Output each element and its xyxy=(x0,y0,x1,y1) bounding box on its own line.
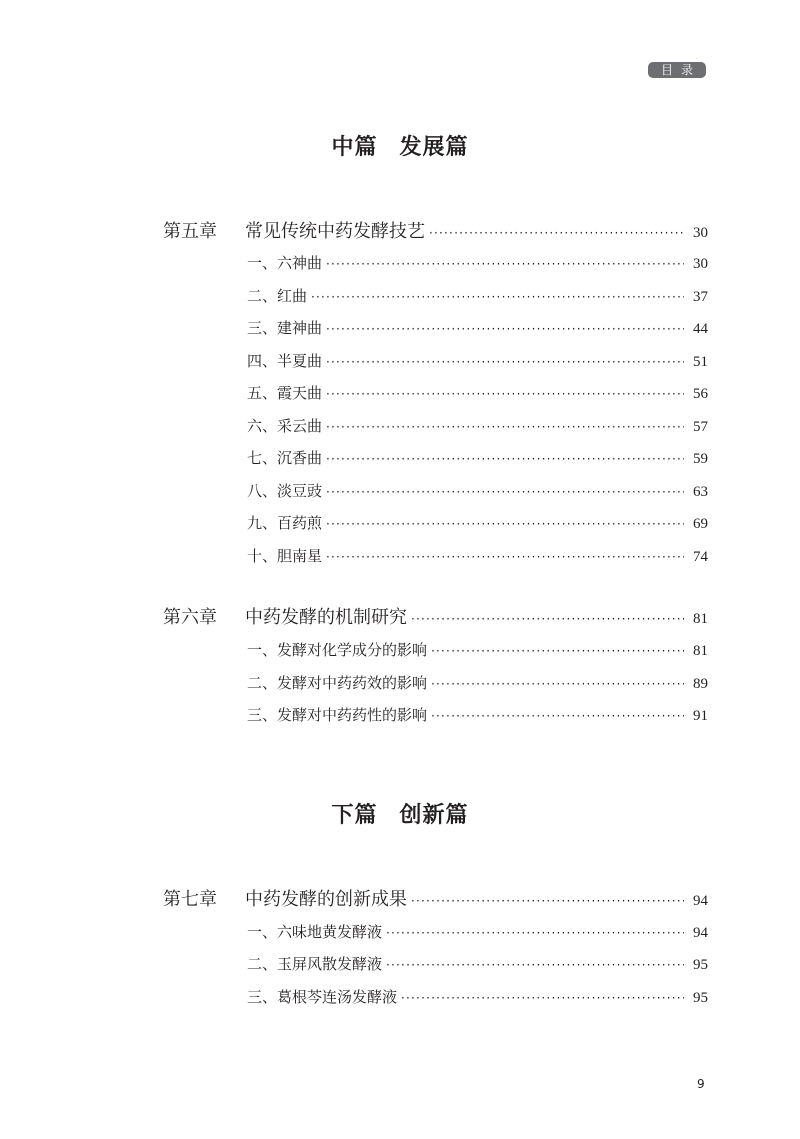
chapter-number: 第六章 xyxy=(163,607,217,628)
toc-item[interactable] xyxy=(247,921,708,942)
page-number: 37 xyxy=(693,289,708,305)
page-number: 81 xyxy=(693,611,708,627)
toc-item[interactable] xyxy=(247,415,708,436)
item-label: 四、半夏曲 xyxy=(247,352,323,370)
toc-item[interactable] xyxy=(247,986,708,1007)
toc-item[interactable] xyxy=(247,480,708,501)
page-number: 59 xyxy=(693,451,708,467)
toc-item[interactable] xyxy=(247,382,708,403)
item-label: 二、玉屏风散发酵液 xyxy=(247,955,383,973)
toc-item[interactable] xyxy=(247,350,708,371)
item-label: 九、百药煎 xyxy=(247,514,323,532)
toc-item[interactable] xyxy=(247,285,708,306)
chapter-title: 常见传统中药发酵技艺 xyxy=(245,221,425,242)
chapter-title: 中药发酵的机制研究 xyxy=(245,607,407,628)
item-label: 一、六味地黄发酵液 xyxy=(247,923,383,941)
dot-leader xyxy=(326,257,684,271)
dot-leader xyxy=(326,387,684,401)
toc-item[interactable] xyxy=(247,512,708,533)
page-number: 63 xyxy=(693,484,708,500)
part-title-middle xyxy=(0,130,800,161)
page-number: 81 xyxy=(693,643,708,659)
dot-leader xyxy=(326,420,684,434)
page-number: 69 xyxy=(693,516,708,532)
toc-item[interactable] xyxy=(247,447,708,468)
section-badge: 目录 xyxy=(648,62,706,78)
part-name: 发展篇 xyxy=(399,134,469,160)
dot-leader xyxy=(411,612,684,626)
page-number: 44 xyxy=(693,321,708,337)
page-number: 95 xyxy=(693,990,708,1006)
page-number: 95 xyxy=(693,957,708,973)
item-label: 一、发酵对化学成分的影响 xyxy=(247,641,428,659)
page-number: 89 xyxy=(693,676,708,692)
dot-leader xyxy=(326,485,684,499)
part-label: 下篇 xyxy=(331,802,378,828)
page-number: 74 xyxy=(693,549,708,565)
part-name: 创新篇 xyxy=(399,802,469,828)
item-label: 六、采云曲 xyxy=(247,417,323,435)
dot-leader xyxy=(386,958,684,972)
dot-leader xyxy=(431,709,684,723)
page-number: 51 xyxy=(693,354,708,370)
item-label: 二、发酵对中药药效的影响 xyxy=(247,674,428,692)
item-label: 二、红曲 xyxy=(247,287,308,305)
page-number: 57 xyxy=(693,419,708,435)
dot-leader xyxy=(431,644,684,658)
item-label: 十、胆南星 xyxy=(247,547,323,565)
toc-item[interactable] xyxy=(247,639,708,660)
dot-leader xyxy=(326,355,684,369)
page-number: 56 xyxy=(693,386,708,402)
chapter-number: 第七章 xyxy=(163,889,217,910)
item-label: 八、淡豆豉 xyxy=(247,482,323,500)
item-label: 三、发酵对中药药性的影响 xyxy=(247,706,428,724)
toc-chapter-7[interactable] xyxy=(163,885,708,911)
dot-leader xyxy=(401,991,684,1005)
toc-item[interactable] xyxy=(247,252,708,273)
chapter-number: 第五章 xyxy=(163,221,217,242)
page-folio: 9 xyxy=(697,1077,705,1091)
toc-item[interactable] xyxy=(247,545,708,566)
page-number: 94 xyxy=(693,893,708,909)
item-label: 五、霞天曲 xyxy=(247,384,323,402)
dot-leader xyxy=(326,550,684,564)
toc-chapter-5[interactable] xyxy=(163,217,708,243)
dot-leader xyxy=(326,517,684,531)
toc-item[interactable] xyxy=(247,317,708,338)
dot-leader xyxy=(311,290,684,304)
toc-chapter-6[interactable] xyxy=(163,603,708,629)
item-label: 一、六神曲 xyxy=(247,254,323,272)
part-title-lower xyxy=(0,798,800,829)
item-label: 三、建神曲 xyxy=(247,319,323,337)
toc-item[interactable] xyxy=(247,672,708,693)
page-number: 30 xyxy=(693,256,708,272)
dot-leader xyxy=(411,894,684,908)
item-label: 三、葛根芩连汤发酵液 xyxy=(247,988,398,1006)
toc-item[interactable] xyxy=(247,953,708,974)
page-number: 91 xyxy=(693,708,708,724)
dot-leader xyxy=(326,452,684,466)
part-label: 中篇 xyxy=(331,134,378,160)
toc-item[interactable] xyxy=(247,704,708,725)
page-number: 94 xyxy=(693,925,708,941)
dot-leader xyxy=(431,677,684,691)
dot-leader xyxy=(386,926,684,940)
dot-leader xyxy=(429,226,684,240)
dot-leader xyxy=(326,322,684,336)
page-number: 30 xyxy=(693,225,708,241)
chapter-title: 中药发酵的创新成果 xyxy=(245,889,407,910)
item-label: 七、沉香曲 xyxy=(247,449,323,467)
